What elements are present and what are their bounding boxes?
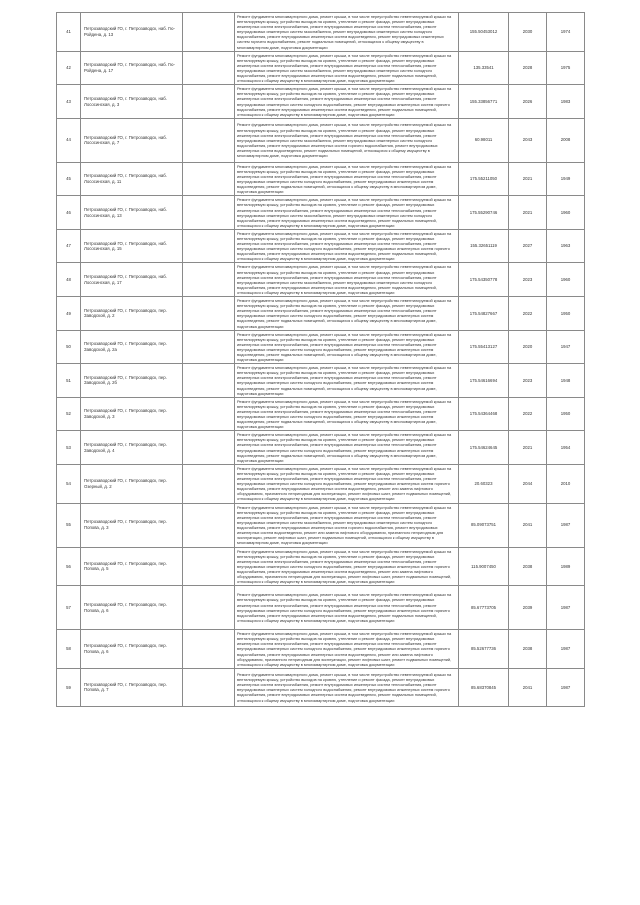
cost-cell: 175.54350778 (459, 263, 509, 297)
table-row (57, 118, 585, 162)
address-cell: Петрозаводский ГО, г. Петрозаводск, пер. Заводской, д. 3 (81, 397, 183, 431)
cost-cell: 135.33541 (459, 51, 509, 85)
blank-cell (183, 547, 235, 586)
blank-cell (183, 263, 235, 297)
address-cell: Петрозаводский ГО, г. Петрозаводск, наб. Лососинская, д. 13 (81, 196, 183, 230)
works-description-cell: Ремонт фундамента многоквартирного дома, ремонт крыши, в том числе переустройство невентилируемой крыши на вентилируемую крышу, устройство выходов на кровлю, утепление и ремонт фасада, ремонт внутридомовых инженерных систем электроснабжения, ремонт внутридомовых инженерных систем теплоснабжения, ремонт внутридомовых инженерных систем холодного водоснабжения, ремонт внутридомовых инженерных систем горячего водоснабжения, ремонт внутридомовых инженерных систем водоотведения, ремонт подвальных помещений, относящихся к общему имуществу в многоквартирном доме, подготовка документации (235, 668, 459, 706)
address-cell: Петрозаводский ГО, г. Петрозаводск, наб. Лососинская, д. 17 (81, 263, 183, 297)
works-description-cell: Ремонт фундамента многоквартирного дома, ремонт крыши, в том числе переустройство невентилируемой крыши на вентилируемую крышу, устройство выходов на кровлю, утепление и ремонт фасада, ремонт внутридомовых инженерных систем электроснабжения, ремонт внутридомовых инженерных систем теплоснабжения, ремонт внутридомовых инженерных систем холодного водоснабжения, ремонт внутридомовых инженерных систем водоотведения, ремонт подвальных помещений, относящихся к общему имуществу в многоквартирном доме, подготовка документации (235, 397, 459, 431)
address-cell: Петрозаводский ГО, г. Петрозаводск, наб. Лососинская, д. 7 (81, 118, 183, 162)
cost-cell: 155.50453012 (459, 13, 509, 52)
table-row (57, 668, 585, 706)
table-row (57, 397, 585, 431)
blank-cell (183, 85, 235, 119)
row-number-cell: 53 (57, 431, 81, 465)
year-cell: 2041 (509, 503, 547, 547)
row-number-cell: 58 (57, 630, 81, 669)
built-year-cell: 1987 (547, 503, 585, 547)
cost-cell: 20.60323 (459, 464, 509, 503)
cost-cell: 175.54827667 (459, 297, 509, 331)
year-cell: 2027 (509, 229, 547, 263)
cost-cell: 175.54616694 (459, 364, 509, 398)
works-description-cell: Ремонт фундамента многоквартирного дома, ремонт крыши, в том числе переустройство невентилируемой крыши на вентилируемую крышу, устройство выходов на кровлю, утепление и ремонт фасада, ремонт внутридомовых инженерных систем электроснабжения, ремонт внутридомовых инженерных систем теплоснабжения, ремонт внутридомовых инженерных систем газоснабжения, ремонт внутридомовых инженерных систем холодного водоснабжения, ремонт внутридомовых инженерных систем водоотведения, ремонт подвальных помещений, относящихся к общему имуществу в многоквартирном доме, подготовка документации (235, 263, 459, 297)
year-cell: 2021 (509, 431, 547, 465)
built-year-cell: 1963 (547, 229, 585, 263)
address-cell: Петрозаводский ГО, г. Петрозаводск, пер. Попова, д. 5 (81, 547, 183, 586)
cost-cell: 175.54624645 (459, 431, 509, 465)
address-cell: Петрозаводский ГО, г. Петрозаводск, наб. Лососинская, д. 11 (81, 162, 183, 196)
year-cell: 2020 (509, 330, 547, 364)
row-number-cell: 50 (57, 330, 81, 364)
table-row (57, 297, 585, 331)
blank-cell (183, 630, 235, 669)
table-row (57, 85, 585, 119)
address-cell: Петрозаводский ГО, г. Петрозаводск, пер. Заводской, д. 2а (81, 330, 183, 364)
cost-cell: 175.54364468 (459, 397, 509, 431)
works-description-cell: Ремонт фундамента многоквартирного дома, ремонт крыши, в том числе переустройство невентилируемой крыши на вентилируемую крышу, устройство выходов на кровлю, утепление и ремонт фасада, ремонт внутридомовых инженерных систем электроснабжения, ремонт внутридомовых инженерных систем теплоснабжения, ремонт внутридомовых инженерных систем холодного водоснабжения, ремонт внутридомовых инженерных систем горячего водоснабжения, ремонт внутридомовых инженерных систем водоотведения, ремонт подвальных помещений, относящихся к общему имуществу в многоквартирном доме, подготовка документации (235, 229, 459, 263)
works-description-cell: Ремонт фундамента многоквартирного дома, ремонт крыши, в том числе переустройство невентилируемой крыши на вентилируемую крышу, устройство выходов на кровлю, утепление и ремонт фасада, ремонт внутридомовых инженерных систем электроснабжения, ремонт внутридомовых инженерных систем теплоснабжения, ремонт внутридомовых инженерных систем газоснабжения, ремонт внутридомовых инженерных систем холодного водоснабжения, ремонт внутридомовых инженерных систем горячего водоснабжения, ремонт внутридомовых инженерных систем водоотведения, ремонт подвальных помещений, относящихся к общему имуществу в многоквартирном доме, подготовка документации (235, 118, 459, 162)
works-description-cell: Ремонт фундамента многоквартирного дома, ремонт крыши, в том числе переустройство невентилируемой крыши на вентилируемую крышу, устройство выходов на кровлю, утепление и ремонт фасада, ремонт внутридомовых инженерных систем электроснабжения, ремонт внутридомовых инженерных систем теплоснабжения, ремонт внутридомовых инженерных систем газоснабжения, ремонт внутридомовых инженерных систем холодного водоснабжения, ремонт внутридомовых инженерных систем водоотведения, ремонт внутридомовых инженерных систем горячего водоснабжения, ремонт подвальных помещений, относящихся к общему имуществу в многоквартирном доме, подготовка документации (235, 13, 459, 52)
table-row (57, 229, 585, 263)
row-number-cell: 48 (57, 263, 81, 297)
blank-cell (183, 196, 235, 230)
built-year-cell: 1949 (547, 162, 585, 196)
row-number-cell: 44 (57, 118, 81, 162)
table-row (57, 464, 585, 503)
table-row (57, 364, 585, 398)
built-year-cell: 1975 (547, 51, 585, 85)
works-description-cell: Ремонт фундамента многоквартирного дома, ремонт крыши, в том числе переустройство невентилируемой крыши на вентилируемую крышу, устройство выходов на кровлю, утепление и ремонт фасада, ремонт внутридомовых инженерных систем электроснабжения, ремонт внутридомовых инженерных систем теплоснабжения, ремонт внутридомовых инженерных систем холодного водоснабжения, ремонт внутридомовых инженерных систем водоотведения, ремонт подвальных помещений, относящихся к общему имуществу в многоквартирном доме, подготовка документации (235, 364, 459, 398)
cost-cell: 175.55413127 (459, 330, 509, 364)
table-row (57, 196, 585, 230)
address-cell: Петрозаводский ГО, г. Петрозаводск, пер. Заводской, д. 2 (81, 297, 183, 331)
works-description-cell: Ремонт фундамента многоквартирного дома, ремонт крыши, в том числе переустройство невентилируемой крыши на вентилируемую крышу, устройство выходов на кровлю, утепление и ремонт фасада, ремонт внутридомовых инженерных систем электроснабжения, ремонт внутридомовых инженерных систем теплоснабжения, ремонт внутридомовых инженерных систем холодного водоснабжения, ремонт внутридомовых инженерных систем водоотведения, ремонт подвальных помещений, относящихся к общему имуществу в многоквартирном доме, подготовка документации (235, 330, 459, 364)
row-number-cell: 55 (57, 503, 81, 547)
cost-cell: 175.55211050 (459, 162, 509, 196)
built-year-cell: 1947 (547, 330, 585, 364)
year-cell: 2026 (509, 85, 547, 119)
year-cell: 2022 (509, 397, 547, 431)
works-description-cell: Ремонт фундамента многоквартирного дома, ремонт крыши, в том числе переустройство невентилируемой крыши на вентилируемую крышу, устройство выходов на кровлю, утепление и ремонт фасада, ремонт внутридомовых инженерных систем электроснабжения, ремонт внутридомовых инженерных систем теплоснабжения, ремонт внутридомовых инженерных систем холодного водоснабжения, ремонт внутридомовых инженерных систем горячего водоснабжения, ремонт внутридомовых инженерных систем водоотведения, ремонт или замена лифтового оборудования, признанного непригодным для эксплуатации, ремонт лифтовых шахт, ремонт подвальных помещений, относящихся к общему имуществу в многоквартирном доме, подготовка документации (235, 630, 459, 669)
blank-cell (183, 162, 235, 196)
row-number-cell: 47 (57, 229, 81, 263)
works-description-cell: Ремонт фундамента многоквартирного дома, ремонт крыши, в том числе переустройство невентилируемой крыши на вентилируемую крышу, устройство выходов на кровлю, утепление и ремонт фасада, ремонт внутридомовых инженерных систем электроснабжения, ремонт внутридомовых инженерных систем теплоснабжения, ремонт внутридомовых инженерных систем холодного водоснабжения, ремонт внутридомовых инженерных систем водоотведения, ремонт подвальных помещений, относящихся к общему имуществу в многоквартирном доме, подготовка документации (235, 431, 459, 465)
address-cell: Петрозаводский ГО, г. Петрозаводск, пер. Попова, д. 6 (81, 630, 183, 669)
built-year-cell: 1960 (547, 263, 585, 297)
address-cell: Петрозаводский ГО, г. Петрозаводск, пер. Заводской, д. 2б (81, 364, 183, 398)
blank-cell (183, 397, 235, 431)
cost-cell: 85.68370845 (459, 668, 509, 706)
built-year-cell: 1974 (547, 13, 585, 52)
built-year-cell: 1987 (547, 668, 585, 706)
year-cell: 2039 (509, 586, 547, 630)
built-year-cell: 1983 (547, 85, 585, 119)
works-description-cell: Ремонт фундамента многоквартирного дома, ремонт крыши, в том числе переустройство невентилируемой крыши на вентилируемую крышу, устройство выходов на кровлю, утепление и ремонт фасада, ремонт внутридомовых инженерных систем электроснабжения, ремонт внутридомовых инженерных систем теплоснабжения, ремонт внутридомовых инженерных систем газоснабжения, ремонт внутридомовых инженерных систем холодного водоснабжения, ремонт внутридомовых инженерных систем горячего водоснабжения, ремонт внутридомовых инженерных систем водоотведения, ремонт или замена лифтового оборудования, признанного непригодным для эксплуатации, ремонт лифтовых шахт, ремонт подвальных помещений, относящихся к общему имуществу в многоквартирном доме, подготовка документации (235, 503, 459, 547)
table-row (57, 13, 585, 52)
year-cell: 2043 (509, 118, 547, 162)
address-cell: Петрозаводский ГО, г. Петрозаводск, пер. Попова, д. 3 (81, 503, 183, 547)
year-cell: 2023 (509, 263, 547, 297)
table-row (57, 503, 585, 547)
row-number-cell: 46 (57, 196, 81, 230)
row-number-cell: 54 (57, 464, 81, 503)
built-year-cell: 1989 (547, 547, 585, 586)
table-row (57, 547, 585, 586)
built-year-cell: 1987 (547, 630, 585, 669)
blank-cell (183, 330, 235, 364)
year-cell: 2038 (509, 630, 547, 669)
blank-cell (183, 297, 235, 331)
row-number-cell: 57 (57, 586, 81, 630)
built-year-cell: 1960 (547, 196, 585, 230)
built-year-cell: 2008 (547, 118, 585, 162)
built-year-cell: 1950 (547, 397, 585, 431)
blank-cell (183, 13, 235, 52)
address-cell: Петрозаводский ГО, г. Петрозаводск, наб. Лососинская, д. 3 (81, 85, 183, 119)
built-year-cell: 1950 (547, 297, 585, 331)
table-row (57, 162, 585, 196)
blank-cell (183, 431, 235, 465)
cost-cell: 155.32651119 (459, 229, 509, 263)
year-cell: 2041 (509, 668, 547, 706)
row-number-cell: 42 (57, 51, 81, 85)
address-cell: Петрозаводский ГО, г. Петрозаводск, наб. Гю-Ройдена, д. 13 (81, 13, 183, 52)
row-number-cell: 59 (57, 668, 81, 706)
works-description-cell: Ремонт фундамента многоквартирного дома, ремонт крыши, в том числе переустройство невентилируемой крыши на вентилируемую крышу, устройство выходов на кровлю, утепление и ремонт фасада, ремонт внутридомовых инженерных систем электроснабжения, ремонт внутридомовых инженерных систем теплоснабжения, ремонт внутридомовых инженерных систем холодного водоснабжения, ремонт внутридомовых инженерных систем горячего водоснабжения, ремонт внутридомовых инженерных систем водоотведения, ремонт или замена лифтового оборудования, признанного непригодным для эксплуатации, ремонт лифтовых шахт, ремонт подвальных помещений, относящихся к общему имуществу в многоквартирном доме, подготовка документации (235, 547, 459, 586)
works-description-cell: Ремонт фундамента многоквартирного дома, ремонт крыши, в том числе переустройство невентилируемой крыши на вентилируемую крышу, устройство выходов на кровлю, утепление и ремонт фасада, ремонт внутридомовых инженерных систем электроснабжения, ремонт внутридомовых инженерных систем теплоснабжения, ремонт внутридомовых инженерных систем газоснабжения, ремонт внутридомовых инженерных систем холодного водоснабжения, ремонт внутридомовых инженерных систем водоотведения, ремонт подвальных помещений, относящихся к общему имуществу в многоквартирном доме, подготовка документации (235, 51, 459, 85)
built-year-cell: 1987 (547, 586, 585, 630)
cost-cell: 175.55290746 (459, 196, 509, 230)
year-cell: 2021 (509, 162, 547, 196)
blank-cell (183, 464, 235, 503)
blank-cell (183, 503, 235, 547)
table-row (57, 586, 585, 630)
cost-cell: 85.52677736 (459, 630, 509, 669)
cost-cell: 85.09073751 (459, 503, 509, 547)
row-number-cell: 56 (57, 547, 81, 586)
row-number-cell: 49 (57, 297, 81, 331)
cost-cell: 60.98011 (459, 118, 509, 162)
blank-cell (183, 118, 235, 162)
works-description-cell: Ремонт фундамента многоквартирного дома, ремонт крыши, в том числе переустройство невентилируемой крыши на вентилируемую крышу, устройство выходов на кровлю, утепление и ремонт фасада, ремонт внутридомовых инженерных систем электроснабжения, ремонт внутридомовых инженерных систем теплоснабжения, ремонт внутридомовых инженерных систем холодного водоснабжения, ремонт внутридомовых инженерных систем водоотведения, ремонт подвальных помещений, относящихся к общему имуществу в многоквартирном доме, подготовка документации (235, 297, 459, 331)
row-number-cell: 51 (57, 364, 81, 398)
row-number-cell: 52 (57, 397, 81, 431)
blank-cell (183, 51, 235, 85)
table-row (57, 630, 585, 669)
built-year-cell: 1948 (547, 364, 585, 398)
works-table (56, 12, 585, 707)
address-cell: Петрозаводский ГО, г. Петрозаводск, наб. Лососинская, д. 15 (81, 229, 183, 263)
year-cell: 2030 (509, 13, 547, 52)
blank-cell (183, 364, 235, 398)
works-description-cell: Ремонт фундамента многоквартирного дома, ремонт крыши, в том числе переустройство невентилируемой крыши на вентилируемую крышу, устройство выходов на кровлю, утепление и ремонт фасада, ремонт внутридомовых инженерных систем электроснабжения, ремонт внутридомовых инженерных систем теплоснабжения, ремонт внутридомовых инженерных систем холодного водоснабжения, ремонт внутридомовых инженерных систем горячего водоснабжения, ремонт внутридомовых инженерных систем водоотведения, ремонт подвальных помещений, относящихся к общему имуществу в многоквартирном доме, подготовка документации (235, 85, 459, 119)
year-cell: 2023 (509, 364, 547, 398)
table-row (57, 431, 585, 465)
works-description-cell: Ремонт фундамента многоквартирного дома, ремонт крыши, в том числе переустройство невентилируемой крыши на вентилируемую крышу, устройство выходов на кровлю, утепление и ремонт фасада, ремонт внутридомовых инженерных систем электроснабжения, ремонт внутридомовых инженерных систем теплоснабжения, ремонт внутридомовых инженерных систем холодного водоснабжения, ремонт внутридомовых инженерных систем горячего водоснабжения, ремонт внутридомовых инженерных систем водоотведения, ремонт подвальных помещений, относящихся к общему имуществу в многоквартирном доме, подготовка документации (235, 586, 459, 630)
table-row (57, 51, 585, 85)
table-body (57, 13, 585, 707)
row-number-cell: 41 (57, 13, 81, 52)
built-year-cell: 2010 (547, 464, 585, 503)
row-number-cell: 45 (57, 162, 81, 196)
address-cell: Петрозаводский ГО, г. Петрозаводск, пер. Озерный, д. 2 (81, 464, 183, 503)
address-cell: Петрозаводский ГО, г. Петрозаводск, наб. Гю-Ройдена, д. 17 (81, 51, 183, 85)
year-cell: 2038 (509, 547, 547, 586)
blank-cell (183, 586, 235, 630)
table-row (57, 263, 585, 297)
cost-cell: 155.33856771 (459, 85, 509, 119)
year-cell: 2028 (509, 51, 547, 85)
year-cell: 2044 (509, 464, 547, 503)
works-description-cell: Ремонт фундамента многоквартирного дома, ремонт крыши, в том числе переустройство невентилируемой крыши на вентилируемую крышу, устройство выходов на кровлю, утепление и ремонт фасада, ремонт внутридомовых инженерных систем электроснабжения, ремонт внутридомовых инженерных систем теплоснабжения, ремонт внутридомовых инженерных систем газоснабжения, ремонт внутридомовых инженерных систем холодного водоснабжения, ремонт внутридомовых инженерных систем водоотведения, ремонт подвальных помещений, относящихся к общему имуществу в многоквартирном доме, подготовка документации (235, 196, 459, 230)
blank-cell (183, 229, 235, 263)
row-number-cell: 43 (57, 85, 81, 119)
address-cell: Петрозаводский ГО, г. Петрозаводск, пер. Заводской, д. 4 (81, 431, 183, 465)
works-description-cell: Ремонт фундамента многоквартирного дома, ремонт крыши, в том числе переустройство невентилируемой крыши на вентилируемую крышу, устройство выходов на кровлю, утепление и ремонт фасада, ремонт внутридомовых инженерных систем электроснабжения, ремонт внутридомовых инженерных систем теплоснабжения, ремонт внутридомовых инженерных систем холодного водоснабжения, ремонт внутридомовых инженерных систем горячего водоснабжения, ремонт внутридомовых инженерных систем водоотведения, ремонт или замена лифтового оборудования, признанного непригодным для эксплуатации, ремонт лифтовых шахт, ремонт подвальных помещений, относящихся к общему имуществу в многоквартирном доме, подготовка документации (235, 464, 459, 503)
works-description-cell: Ремонт фундамента многоквартирного дома, ремонт крыши, в том числе переустройство невентилируемой крыши на вентилируемую крышу, устройство выходов на кровлю, утепление и ремонт фасада, ремонт внутридомовых инженерных систем электроснабжения, ремонт внутридомовых инженерных систем теплоснабжения, ремонт внутридомовых инженерных систем холодного водоснабжения, ремонт внутридомовых инженерных систем водоотведения, ремонт подвальных помещений, относящихся к общему имуществу в многоквартирном доме, подготовка документации (235, 162, 459, 196)
year-cell: 2022 (509, 297, 547, 331)
cost-cell: 85.67773705 (459, 586, 509, 630)
blank-cell (183, 668, 235, 706)
year-cell: 2021 (509, 196, 547, 230)
cost-cell: 115.9007450 (459, 547, 509, 586)
address-cell: Петрозаводский ГО, г. Петрозаводск, пер. Попова, д. 7 (81, 668, 183, 706)
built-year-cell: 1954 (547, 431, 585, 465)
table-row (57, 330, 585, 364)
address-cell: Петрозаводский ГО, г. Петрозаводск, пер. Попова, д. 6 (81, 586, 183, 630)
